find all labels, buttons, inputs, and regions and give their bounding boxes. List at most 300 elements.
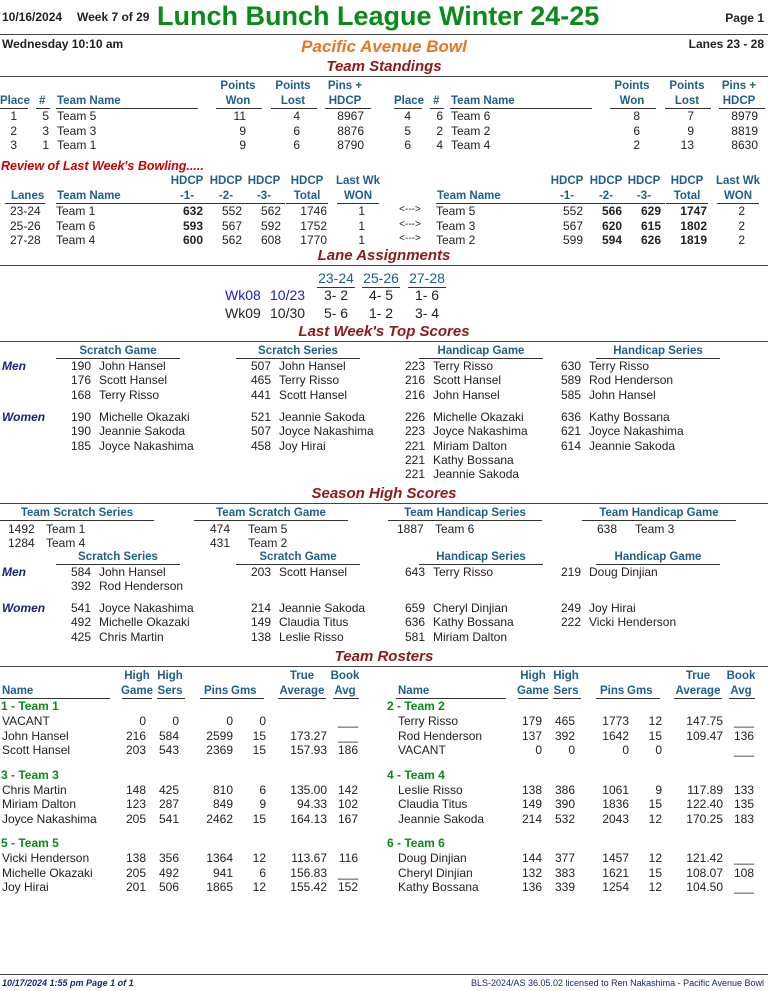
review-left-value: 1752 [300, 218, 327, 233]
season-high-rule [0, 503, 768, 504]
lane-date: 10/30 [270, 305, 306, 321]
roster-stat: 135.00 [290, 782, 327, 797]
page-number: Page 1 [725, 11, 764, 25]
roster-stat: 356 [158, 851, 179, 865]
header-book-average: Book [330, 670, 360, 682]
lane-pairing: 5- 6 [323, 305, 349, 321]
roster-stat: 136 [733, 728, 754, 743]
roster-stat: 1836 [602, 797, 629, 812]
men-label: Men [2, 359, 26, 373]
roster-stat: 205 [125, 811, 146, 826]
roster-stat: 810 [212, 782, 233, 797]
top-score-value: 190 [70, 410, 91, 424]
standing-team-number: 1 [42, 138, 49, 152]
review-arrow: <---> [399, 204, 421, 215]
top-score-value: 458 [250, 438, 271, 453]
review-arrow: <---> [399, 233, 421, 244]
lane-date: 10/23 [270, 287, 306, 303]
header-points-won: Won [225, 95, 251, 107]
review-left-value: 1 [358, 218, 365, 233]
top-score-value: 507 [250, 359, 271, 373]
roster-stat: 1773 [602, 714, 629, 728]
standings-title: Team Standings [326, 58, 442, 75]
review-right-value: 1747 [680, 204, 707, 218]
roster-stat: 183 [733, 811, 754, 826]
header-true-average: Average [279, 685, 325, 697]
roster-stat: 205 [125, 865, 146, 880]
season-individual-value: 584 [70, 565, 91, 579]
rosters-rule [0, 666, 768, 667]
underline [729, 698, 755, 699]
header-review-col: -3- [636, 190, 652, 202]
review-right-value: 615 [640, 218, 661, 233]
season-individual-value: 214 [250, 601, 271, 615]
top-score-name: Jeannie Sakoda [279, 410, 366, 424]
standing-place: 3 [10, 138, 17, 152]
roster-team-name: 3 - Team 3 [1, 767, 59, 782]
roster-stat: 2043 [602, 811, 629, 826]
header-pins-hdcp: Pins + [327, 80, 363, 92]
top-score-value: 589 [560, 373, 581, 388]
roster-player-name: Rod Henderson [398, 728, 483, 743]
underline [200, 698, 264, 699]
header-points-lost: Points [275, 80, 311, 92]
season-individual-value: 581 [404, 629, 425, 644]
season-individual-name: Michelle Okazaki [99, 615, 190, 630]
roster-stat: 465 [554, 714, 575, 728]
top-score-value: 441 [250, 387, 271, 402]
roster-stat: 1457 [602, 851, 629, 865]
roster-player-name: Joy Hirai [2, 880, 49, 895]
review-arrow: <---> [399, 218, 421, 230]
roster-stat: 116 [338, 851, 358, 865]
review-lanes: 25-26 [10, 218, 41, 233]
header-review-col: HDCP [670, 175, 704, 187]
top-score-name: Miriam Dalton [433, 438, 508, 453]
roster-stat: 532 [554, 811, 575, 826]
underline [518, 698, 548, 699]
roster-player-name: Doug Dinjian [398, 851, 467, 865]
header-review-col: Total [673, 190, 701, 202]
review-team-left: Team 6 [56, 218, 96, 233]
season-individual-column-header: Scratch Series [78, 551, 158, 563]
top-score-value: 223 [404, 359, 425, 373]
header-review-col: Last Wk [335, 175, 381, 187]
roster-stat: 133 [733, 782, 754, 797]
roster-player-name: John Hansel [2, 728, 69, 743]
standing-points-lost: 6 [293, 138, 300, 152]
header-lanes: Lanes [11, 190, 45, 202]
standing-points-won: 8 [633, 109, 640, 123]
top-score-name: Terry Risso [99, 387, 160, 402]
underline [157, 698, 185, 699]
top-score-name: John Hansel [589, 387, 656, 402]
header-review-col: WON [343, 190, 373, 202]
season-team-value: 474 [210, 522, 231, 536]
season-individual-column-header: Handicap Game [614, 551, 702, 563]
roster-stat: 15 [252, 811, 266, 826]
roster-stat: 0 [655, 743, 662, 758]
roster-stat: 0 [535, 743, 542, 758]
top-score-name: Joy Hirai [279, 438, 326, 453]
standing-team-number: 4 [436, 138, 443, 152]
top-score-name: Scott Hansel [433, 373, 502, 388]
standing-pins-hdcp: 8819 [731, 123, 758, 138]
header-team-name: Team Name [57, 95, 121, 107]
header-team-number: # [39, 95, 46, 107]
underline [582, 520, 736, 521]
men-label: Men [2, 565, 26, 579]
lane-pairing: 3- 4 [414, 305, 440, 321]
top-score-value: 585 [560, 387, 581, 402]
roster-stat: 339 [554, 880, 575, 895]
roster-stat: 142 [337, 782, 358, 797]
review-left-value: 592 [260, 218, 281, 233]
top-score-value: 630 [560, 359, 581, 373]
roster-stat: 121.42 [686, 851, 723, 865]
roster-stat: 109.47 [686, 728, 723, 743]
roster-team-name: 1 - Team 1 [1, 699, 59, 713]
review-left-value: 632 [182, 204, 203, 218]
header-points-lost: Points [669, 80, 705, 92]
top-scores-title: Last Week's Top Scores [298, 323, 470, 340]
roster-stat: 541 [158, 811, 179, 826]
season-individual-value: 492 [70, 615, 91, 630]
top-score-name: Rod Henderson [589, 373, 674, 388]
standings-rule [0, 76, 768, 77]
season-team-name: Team 3 [635, 522, 675, 536]
top-score-value: 621 [560, 424, 581, 439]
header-review-col: HDCP [247, 175, 281, 187]
roster-stat: 392 [554, 728, 575, 743]
report-date: 10/16/2024 [2, 10, 63, 24]
top-score-name: Scott Hansel [279, 387, 348, 402]
roster-player-name: Vicki Henderson [2, 851, 90, 865]
review-left-value: 1746 [300, 204, 327, 218]
roster-stat: 287 [158, 797, 179, 812]
women-label: Women [2, 410, 46, 424]
review-left-value: 1 [358, 204, 365, 218]
header-team-name: Team Name [437, 190, 501, 202]
lane-week: Wk09 [225, 305, 261, 321]
review-right-value: 1802 [680, 218, 707, 233]
header-review-col: HDCP [290, 175, 324, 187]
roster-stat: ___ [337, 865, 358, 880]
top-score-value: 521 [250, 410, 271, 424]
print-stamp: 10/17/2024 1:55 pm Page 1 of 1 [2, 978, 134, 988]
header-review-col: WON [723, 190, 753, 202]
roster-stat: ___ [733, 714, 754, 728]
top-score-name: Joyce Nakashima [433, 424, 528, 439]
review-team-left: Team 4 [56, 233, 96, 247]
top-score-value: 614 [560, 438, 581, 453]
header-high-game: Game [121, 685, 153, 697]
roster-team-name: 4 - Team 4 [387, 767, 445, 782]
season-individual-value: 149 [250, 615, 271, 630]
roster-stat: 15 [648, 797, 662, 812]
season-team-name: Team 4 [46, 536, 86, 551]
header-high-game: High [124, 670, 150, 682]
roster-stat: 1865 [206, 880, 233, 895]
standing-points-lost: 4 [293, 109, 300, 123]
season-individual-name: Scott Hansel [279, 565, 348, 579]
top-score-value: 216 [404, 373, 425, 388]
roster-stat: 6 [259, 865, 266, 880]
standing-place: 2 [10, 123, 17, 138]
header-review-col: HDCP [589, 175, 623, 187]
roster-stat: 155.42 [290, 880, 327, 895]
top-score-name: Kathy Bossana [589, 410, 670, 424]
season-individual-name: Rod Henderson [99, 579, 184, 594]
top-score-value: 190 [70, 359, 91, 373]
top-score-name: John Hansel [99, 359, 166, 373]
roster-stat: 201 [125, 880, 146, 895]
season-team-value: 638 [597, 522, 618, 536]
roster-stat: 0 [172, 714, 179, 728]
top-score-name: Jeannie Sakoda [589, 438, 676, 453]
header-team-number: # [433, 95, 440, 107]
review-title: Review of Last Week's Bowling..... [1, 159, 204, 173]
season-individual-value: 222 [560, 615, 581, 630]
license-line: BLS-2024/AS 36.05.02 licensed to Ren Nakashima - Pacific Avenue Bowl [470, 978, 764, 988]
review-right-value: 629 [640, 204, 661, 218]
bowling-center: Pacific Avenue Bowl [301, 37, 467, 56]
lane-pair-header: 23-24 [318, 270, 354, 286]
review-right-value: 2 [738, 218, 745, 233]
top-scores-rule [0, 341, 768, 342]
standing-team-number: 6 [436, 109, 443, 123]
header-high-series: Sers [553, 685, 579, 697]
season-individual-column-header: Handicap Series [436, 551, 526, 563]
review-left-value: 608 [260, 233, 281, 247]
top-score-name: Joyce Nakashima [589, 424, 684, 439]
season-individual-name: Claudia Titus [279, 615, 349, 630]
review-left-value: 562 [260, 204, 281, 218]
rosters-title: Team Rosters [334, 648, 434, 665]
standing-team-name: Team 5 [57, 109, 97, 123]
roster-stat: 152 [337, 880, 358, 895]
roster-stat: 0 [622, 743, 629, 758]
standing-points-won: 9 [239, 123, 246, 138]
header-points-lost: Lost [674, 95, 700, 107]
header-team-name: Team Name [451, 95, 515, 107]
season-individual-value: 392 [70, 579, 91, 594]
review-left-value: 562 [221, 233, 242, 247]
roster-stat: 849 [212, 797, 233, 812]
header-book-average: Avg [730, 685, 752, 697]
roster-stat: 113.67 [291, 851, 327, 865]
top-score-value: 190 [70, 424, 91, 439]
roster-stat: 203 [125, 743, 146, 758]
season-individual-name: Leslie Risso [279, 629, 344, 644]
roster-stat: 164.13 [290, 811, 327, 826]
top-score-value: 221 [404, 452, 425, 467]
underline [333, 698, 359, 699]
header-points-won: Points [614, 80, 650, 92]
season-individual-name: Doug Dinjian [589, 565, 658, 579]
standing-points-lost: 13 [680, 138, 694, 152]
top-score-value: 465 [250, 373, 271, 388]
underline [553, 698, 581, 699]
header-pins-hdcp: HDCP [722, 95, 756, 107]
season-individual-name: Terry Risso [433, 565, 494, 579]
roster-stat: 148 [125, 782, 146, 797]
season-individual-value: 659 [404, 601, 425, 615]
header-review-col: HDCP [209, 175, 243, 187]
roster-stat: 6 [259, 782, 266, 797]
roster-team-name: 2 - Team 2 [387, 699, 445, 713]
roster-stat: 1061 [602, 782, 629, 797]
header-name: Name [398, 685, 430, 697]
header-review-col: HDCP [627, 175, 661, 187]
roster-stat: 108.07 [686, 865, 723, 880]
roster-stat: 15 [252, 743, 266, 758]
header-review-col: -2- [218, 190, 234, 202]
review-right-value: 594 [601, 233, 622, 247]
season-team-column-header: Team Handicap Game [599, 507, 719, 519]
review-left-value: 1 [358, 233, 365, 247]
standing-place: 5 [404, 123, 411, 138]
lane-week: Wk08 [225, 287, 261, 303]
roster-stat: 12 [648, 851, 662, 865]
standing-team-number: 5 [42, 109, 49, 123]
review-right-value: 567 [562, 218, 583, 233]
season-individual-value: 425 [70, 629, 91, 644]
review-right-value: 626 [640, 233, 661, 247]
review-right-value: 620 [601, 218, 622, 233]
standing-team-name: Team 2 [451, 123, 491, 138]
top-score-name: Terry Risso [589, 359, 650, 373]
roster-stat: 156.83 [290, 865, 327, 880]
review-right-value: 566 [601, 204, 622, 218]
roster-stat: 12 [648, 811, 662, 826]
top-score-column-header: Scratch Series [258, 345, 338, 357]
roster-stat: 137 [521, 728, 542, 743]
roster-stat: 138 [125, 851, 146, 865]
header-pins-hdcp: Pins + [721, 80, 757, 92]
roster-stat: 425 [158, 782, 179, 797]
roster-stat: 2462 [206, 811, 233, 826]
header-name: Name [2, 685, 34, 697]
standing-points-won: 2 [633, 138, 640, 152]
top-score-name: Terry Risso [433, 359, 494, 373]
top-score-name: Michelle Okazaki [99, 410, 190, 424]
lane-assignments-title: Lane Assignments [317, 247, 451, 264]
lanes-rule [0, 265, 768, 266]
review-left-value: 567 [221, 218, 242, 233]
header-true-average: True [685, 670, 711, 682]
roster-stat: 173.27 [290, 728, 327, 743]
header-review-col: -1- [179, 190, 195, 202]
top-score-value: 221 [404, 467, 425, 482]
header-high-series: High [157, 670, 183, 682]
top-score-value: 176 [70, 373, 91, 388]
season-individual-value: 541 [70, 601, 91, 615]
season-team-value: 1284 [8, 536, 35, 551]
underline [278, 698, 326, 699]
roster-stat: 12 [252, 880, 266, 895]
roster-stat: 15 [252, 728, 266, 743]
roster-player-name: Michelle Okazaki [2, 865, 93, 880]
roster-stat: 1364 [206, 851, 233, 865]
season-team-column-header: Team Scratch Series [20, 507, 134, 519]
header-points-won: Points [220, 80, 256, 92]
standing-points-lost: 9 [687, 123, 694, 138]
season-team-column-header: Team Scratch Game [216, 507, 326, 519]
top-score-name: Joyce Nakashima [99, 438, 194, 453]
header-place: Place [0, 95, 31, 107]
review-right-value: 552 [562, 204, 583, 218]
header-games: Gms [231, 685, 257, 697]
roster-player-name: Jeannie Sakoda [398, 811, 485, 826]
review-right-value: 599 [562, 233, 583, 247]
header-pins: Pins [204, 685, 229, 697]
header-points-won: Won [619, 95, 645, 107]
top-score-value: 226 [404, 410, 425, 424]
roster-stat: 377 [554, 851, 575, 865]
header-high-game: Game [517, 685, 549, 697]
review-left-value: 593 [182, 218, 203, 233]
footer-rule [0, 974, 768, 975]
lane-pairing: 1- 6 [414, 287, 440, 303]
top-score-name: Jeannie Sakoda [99, 424, 186, 439]
header-games: Gms [627, 685, 653, 697]
top-score-value: 221 [404, 438, 425, 453]
standing-team-name: Team 3 [57, 123, 97, 138]
roster-stat: 147.75 [686, 714, 723, 728]
underline [596, 698, 660, 699]
top-score-name: Scott Hansel [99, 373, 168, 388]
top-score-column-header: Handicap Series [613, 345, 703, 357]
roster-stat: 941 [212, 865, 233, 880]
review-lanes: 27-28 [10, 233, 41, 247]
top-score-value: 216 [404, 387, 425, 402]
top-score-value: 636 [560, 410, 581, 424]
review-left-value: 600 [182, 233, 203, 247]
top-score-value: 507 [250, 424, 271, 439]
roster-team-name: 5 - Team 5 [1, 836, 59, 850]
roster-player-name: Claudia Titus [398, 797, 468, 812]
header-review-col: HDCP [550, 175, 584, 187]
roster-stat: 0 [139, 714, 146, 728]
roster-stat: 506 [158, 880, 179, 895]
roster-player-name: Leslie Risso [398, 782, 463, 797]
standing-pins-hdcp: 8979 [731, 109, 758, 123]
roster-stat: 0 [226, 714, 233, 728]
roster-team-name: 6 - Team 6 [387, 836, 445, 850]
header-true-average: Average [675, 685, 721, 697]
season-individual-name: John Hansel [99, 565, 166, 579]
lanes-range: Lanes 23 - 28 [688, 37, 764, 51]
standing-points-lost: 6 [293, 123, 300, 138]
roster-stat: 136 [521, 880, 542, 895]
roster-stat: 0 [259, 714, 266, 728]
season-team-name: Team 5 [248, 522, 288, 536]
standing-points-won: 9 [239, 138, 246, 152]
roster-stat: 9 [655, 782, 662, 797]
season-team-name: Team 6 [435, 522, 475, 536]
standing-pins-hdcp: 8876 [337, 123, 364, 138]
season-individual-column-header: Scratch Game [259, 551, 337, 563]
roster-stat: 492 [158, 865, 179, 880]
season-individual-name: Vicki Henderson [589, 615, 677, 630]
roster-stat: 390 [554, 797, 575, 812]
roster-stat: 383 [554, 865, 575, 880]
top-score-name: Joyce Nakashima [279, 424, 374, 439]
roster-player-name: Scott Hansel [2, 743, 71, 758]
header-review-col: -3- [256, 190, 272, 202]
roster-stat: 104.50 [686, 880, 723, 895]
